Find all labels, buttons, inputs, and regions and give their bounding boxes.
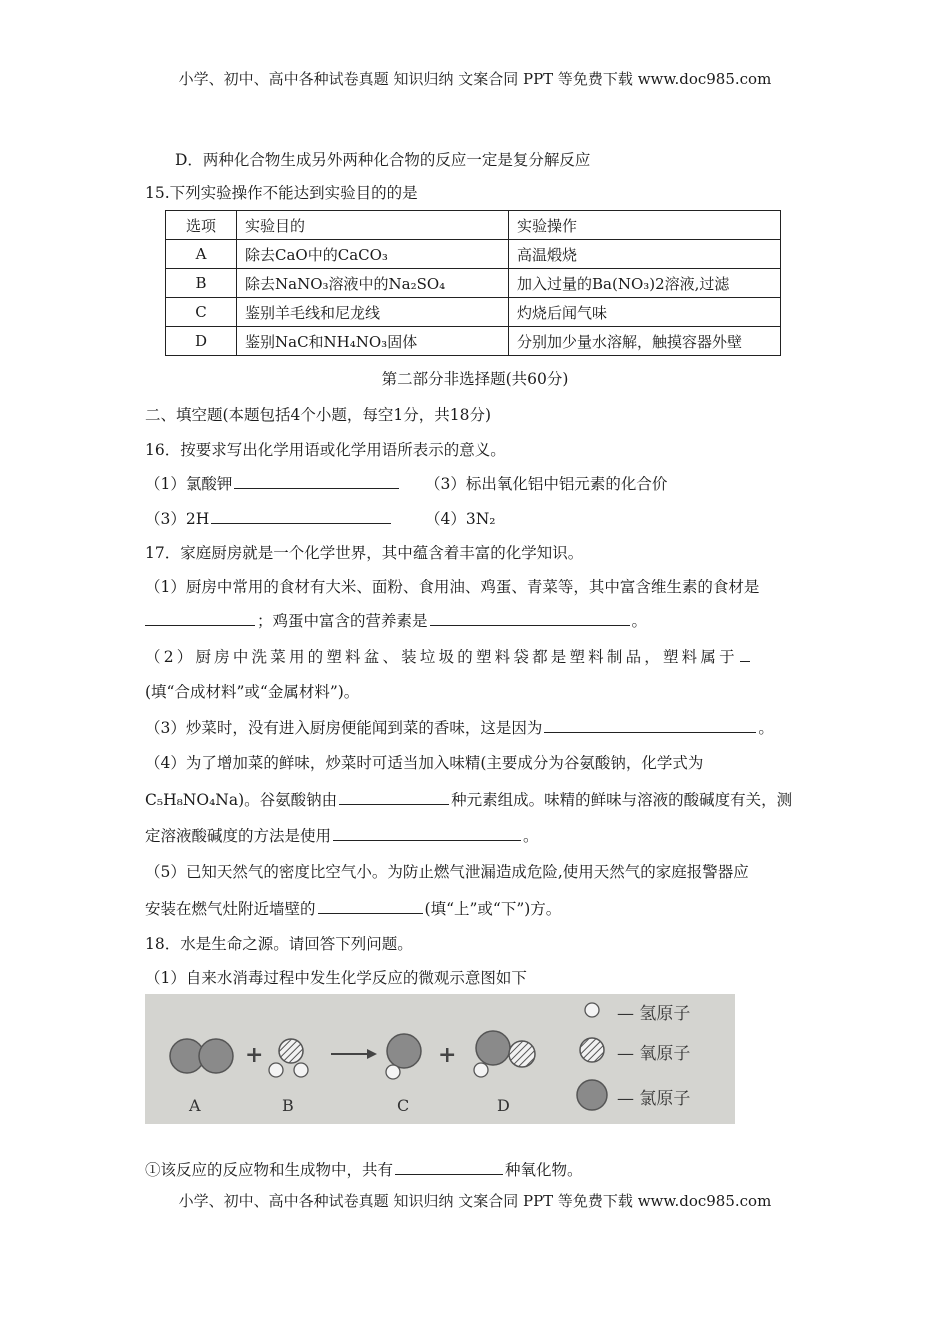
table-header-cell: 实验目的 bbox=[237, 211, 509, 240]
table-cell-option: D bbox=[166, 327, 237, 356]
chlorine-atom bbox=[476, 1031, 510, 1065]
oxygen-atom bbox=[279, 1039, 303, 1063]
q17-part3 bbox=[145, 716, 774, 738]
answer-blank[interactable] bbox=[740, 645, 750, 662]
table-row bbox=[166, 327, 781, 356]
q17-part5b bbox=[145, 897, 561, 919]
table-cell-goal: 除去NaNO₃溶液中的Na₂SO₄ bbox=[237, 269, 509, 298]
period: 。 bbox=[758, 719, 774, 737]
molecule-c bbox=[386, 1034, 421, 1079]
q16-part1-label: （1）氯酸钾 bbox=[145, 475, 233, 493]
answer-blank[interactable] bbox=[339, 788, 449, 805]
q15-stem: 15.下列实验操作不能达到实验目的的是 bbox=[145, 184, 418, 202]
part2-title: 第二部分非选择题(共60分) bbox=[381, 370, 569, 388]
answer-blank[interactable] bbox=[211, 507, 391, 524]
answer-blank[interactable] bbox=[318, 897, 423, 914]
q16-part3b-label: （3）2H bbox=[145, 510, 210, 528]
q17-part2a-text: （2）厨房中洗菜用的塑料盆、装垃圾的塑料袋都是塑料制品，塑料属于 bbox=[145, 648, 738, 666]
table-cell-goal: 鉴别NaC和NH₄NO₃固体 bbox=[237, 327, 509, 356]
q17-part4c bbox=[145, 824, 539, 846]
period: 。 bbox=[523, 827, 539, 845]
oxygen-atom bbox=[509, 1041, 535, 1067]
page-footer: 小学、初中、高中各种试卷真题 知识归纳 文案合同 PPT 等免费下载 www.doc985.com bbox=[178, 1192, 772, 1210]
q18-stem: 18．水是生命之源。请回答下列问题。 bbox=[145, 935, 413, 953]
table-header-row bbox=[166, 211, 781, 240]
section-title: 二、填空题(本题包括4个小题，每空1分，共18分) bbox=[145, 406, 492, 424]
hydrogen-atom bbox=[294, 1063, 308, 1077]
table-cell-goal: 鉴别羊毛线和尼龙线 bbox=[237, 298, 509, 327]
q16-part3b bbox=[145, 507, 393, 529]
q17-part5b-pre: 安装在燃气灶附近墙壁的 bbox=[145, 900, 316, 918]
hydrogen-atom bbox=[269, 1063, 283, 1077]
legend-hydrogen-icon bbox=[585, 1003, 599, 1017]
q17-part5b-post: (填“上”或“下”)方。 bbox=[424, 900, 562, 918]
q16-part4: （4）3N₂ bbox=[425, 510, 496, 528]
q17-part1b bbox=[145, 609, 647, 631]
table-row bbox=[166, 269, 781, 298]
q18-part1: （1）自来水消毒过程中发生化学反应的微观示意图如下 bbox=[145, 969, 527, 987]
table-cell-goal: 除去CaO中的CaCO₃ bbox=[237, 240, 509, 269]
legend-oxygen-icon bbox=[580, 1038, 604, 1062]
legend-oxygen-label: — 氧原子 bbox=[617, 1044, 691, 1064]
molecule-b bbox=[269, 1039, 308, 1077]
legend bbox=[577, 1003, 607, 1110]
q18-question1 bbox=[145, 1158, 583, 1180]
plus-icon: + bbox=[245, 1042, 264, 1068]
reaction-diagram bbox=[145, 994, 735, 1124]
answer-blank[interactable] bbox=[430, 609, 630, 626]
table-cell-option: B bbox=[166, 269, 237, 298]
q17-part4c-text: 定溶液酸碱度的方法是使用 bbox=[145, 827, 332, 845]
answer-blank[interactable] bbox=[333, 824, 521, 841]
q17-part4b bbox=[145, 788, 792, 810]
answer-blank[interactable] bbox=[234, 472, 399, 489]
answer-blank[interactable] bbox=[145, 609, 255, 626]
label-c: C bbox=[397, 1096, 410, 1115]
table-row bbox=[166, 298, 781, 327]
q16-part3a: （3）标出氧化铝中铝元素的化合价 bbox=[425, 475, 668, 493]
q17-part5a: （5）已知天然气的密度比空气小。为防止燃气泄漏造成危险,使用天然气的家庭报警器应 bbox=[145, 863, 749, 881]
table-cell-operation: 高温煅烧 bbox=[509, 240, 781, 269]
q18-question1-post: 种氧化物。 bbox=[505, 1161, 583, 1179]
legend-chlorine-icon bbox=[577, 1080, 607, 1110]
chlorine-atom bbox=[199, 1039, 233, 1073]
table-cell-operation: 灼烧后闻气味 bbox=[509, 298, 781, 327]
q17-part4a: （4）为了增加菜的鲜味，炒菜时可适当加入味精(主要成分为谷氨酸钠，化学式为 bbox=[145, 754, 704, 772]
table-header-cell: 实验操作 bbox=[509, 211, 781, 240]
q17-part4b-text: 种元素组成。味精的鲜味与溶液的酸碱度有关，测 bbox=[451, 791, 793, 809]
q17-part2a bbox=[145, 645, 752, 667]
period: 。 bbox=[631, 612, 648, 630]
plus-icon: + bbox=[438, 1042, 457, 1068]
q17-part3-text: （3）炒菜时，没有进入厨房便能闻到菜的香味，这是因为 bbox=[145, 719, 543, 737]
answer-blank[interactable] bbox=[544, 716, 756, 733]
table-header-cell: 选项 bbox=[166, 211, 237, 240]
q16-part1 bbox=[145, 472, 401, 494]
q15-table bbox=[165, 210, 781, 356]
label-d: D bbox=[497, 1096, 510, 1115]
table-cell-operation: 加入过量的Ba(NO₃)2溶液,过滤 bbox=[509, 269, 781, 298]
molecule-a bbox=[170, 1039, 233, 1073]
q17-part1b-text: ；鸡蛋中富含的营养素是 bbox=[257, 612, 428, 630]
q17-formula: C₅H₈NO₄Na)。谷氨酸钠由 bbox=[145, 791, 338, 809]
hydrogen-atom bbox=[386, 1065, 400, 1079]
table-cell-option: C bbox=[166, 298, 237, 327]
q16-stem: 16．按要求写出化学用语或化学用语所表示的意义。 bbox=[145, 441, 506, 459]
q17-part1a: （1）厨房中常用的食材有大米、面粉、食用油、鸡蛋、青菜等，其中富含维生素的食材是 bbox=[145, 578, 760, 596]
legend-hydrogen-label: — 氢原子 bbox=[617, 1004, 691, 1024]
molecule-d bbox=[474, 1031, 535, 1077]
arrow-icon bbox=[331, 1049, 377, 1059]
table-cell-option: A bbox=[166, 240, 237, 269]
table-row bbox=[166, 240, 781, 269]
label-a: A bbox=[189, 1096, 201, 1115]
hydrogen-atom bbox=[474, 1063, 488, 1077]
legend-chlorine-label: — 氯原子 bbox=[617, 1089, 691, 1109]
q18-question1-pre: ①该反应的反应物和生成物中，共有 bbox=[145, 1161, 394, 1179]
answer-blank[interactable] bbox=[395, 1158, 503, 1175]
page-header: 小学、初中、高中各种试卷真题 知识归纳 文案合同 PPT 等免费下载 www.doc985.com bbox=[178, 70, 772, 88]
chlorine-atom bbox=[387, 1034, 421, 1068]
q14-option-d: D．两种化合物生成另外两种化合物的反应一定是复分解反应 bbox=[175, 151, 591, 169]
q17-stem: 17．家庭厨房就是一个化学世界，其中蕴含着丰富的化学知识。 bbox=[145, 544, 584, 562]
q17-part2b: (填“合成材料”或“金属材料”)。 bbox=[145, 683, 360, 701]
table-cell-operation: 分别加少量水溶解，触摸容器外壁 bbox=[509, 327, 781, 356]
label-b: B bbox=[282, 1096, 294, 1115]
